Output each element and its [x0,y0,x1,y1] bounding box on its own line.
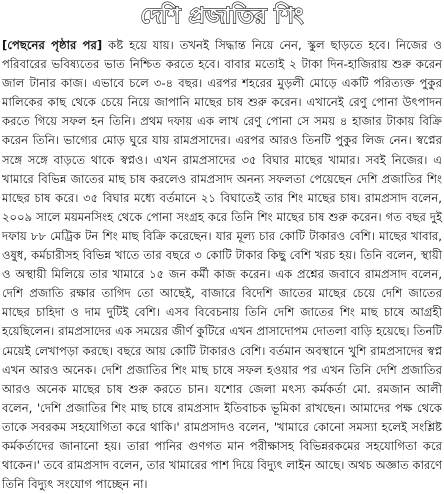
headline-text: দেশি প্রজাতির শিং [140,4,304,29]
article-headline [0,0,444,34]
article-body [2,36,443,492]
continued-from-tag: [পেছনের পৃষ্ঠার পর] [2,38,103,52]
article-body-text: কষ্ট হয়ে যায়। তখনই সিদ্ধান্ত নিয়ে নেন, স্কুল ছাড়তে হবে। নিজের ও পরিবারের ভবিষ্যতের ভাত নিশ্চিত করতে হবে। বাবার মতোই ২ টাকা দিন-হাজিরায় শুরু করেন জাল টানার কাজ। এভাবে চলে ৩-৪ বছর। এরপর শহরের মুড়লী মোড়ে একটি পরিত্যক্ত পুকুর মালিকের কাছ থেকে চেয়ে নিয়ে জাপানি মাছের চাষ শুরু করেন। এখানেই রেণু পোনা উৎপাদন করতে গিয়ে সফল হন তিনি। প্রথম দফায় এক লাখ রেণু পোনা সে সময় ৪ হাজার টাকায় বিক্রি করেন তিনি। ভাগ্যের মোড় ঘুরে যায় রামপ্রসাদের। এরপর আরও তিনটি পুকুর লিজ নেন। স্বপ্নের সঙ্গে সঙ্গে বাড়তে থাকে স্বপ্নও। এখন রামপ্রসাদের ৩৫ বিঘার মাছের খামার। সবই নিজের। এ খামারে বিভিন্ন জাতের মাছ চাষ করলেও রামপ্রসাদ অনন্য সফলতা পেয়েছেন দেশি প্রজাতির শিং মাছের চাষ করে। ৩৫ বিঘার মধ্যে বর্তমানে ২১ বিঘাতেই তার শিং মাছের চাষ। রামপ্রসাদ বলেন, ২০০৯ সালে ময়মনসিংহ থেকে পোনা সংগ্রহ করে তিনি শিং মাছের চাষ শুরু করেন। গত বছর দুই দফায় ৮৮ মেট্রিক টন শিং মাছ বিক্রি করেছেন। যার মূল্য চার কোটি টাকারও বেশি। মাছের খাবার, ওষুধ, কর্মচারীসহ বিভিন্ন খাতে তার বছরে ৩ কোটি টাকার কিছু বেশি খরচ হয়। তিনি বলেন, স্থায়ী ও অস্থায়ী মিলিয়ে তার খামারে ১৫ জন কর্মী কাজ করেন। এক প্রশ্নের জবাবে রামপ্রসাদ বলেন, দেশি প্রজাতি রক্ষার তাগিদ তো আছেই, বাজারে বিদেশি জাতের মাছের চেয়ে দেশি জাতের মাছের চাহিদা ও দাম দুটিই বেশি। এসব বিবেচনায় তিনি দেশি জাতের শিং মাছ চাষে আগ্রহী হয়েছিলেন। রামপ্রসাদের এক সময়ের জীর্ণ কুটিরে এখন প্রাসাদোপম দোতলা বাড়ি হয়েছে। তিনটি মেয়েই লেখাপড়া করছে। বছরে আয় কোটি টাকারও বেশি। বর্তমান অবস্থানে খুশি রামপ্রসাদের স্বপ্ন এখন আরও অনেক। দেশি প্রজাতির শিং মাছ চাষে সফল হওয়ার পর এখন তিনি দেশি প্রজাতির আরও অনেক মাছের চাষ শুরু করতে চান। যশোর জেলা মৎস্য কর্মকর্তা মো. রমজান আলী বলেন, 'দেশি প্রজাতির শিং মাছ চাষে রামপ্রসাদ ইতিবাচক ভূমিকা রাখছেন। আমাদের পক্ষ থেকে তাকে সবরকম সহযোগিতা করে থাকি।' রামপ্রসাদও বলেন, 'খামারে কোনো সমস্যা হলেই সংশ্লিষ্ট কর্মকর্তাদের জানানো হয়। তারা পানির গুণগত মান পরীক্ষাসহ বিভিন্নরকমের সহযোগিতা করে থাকেন।' তবে রামপ্রসাদ বলেন, তার খামারের পাশ দিয়ে বিদ্যুৎ লাইন আছে। অথচ অজ্ঞাত কারণে তিনি বিদ্যুৎ সংযোগ পাচ্ছেন না। [2,38,443,492]
